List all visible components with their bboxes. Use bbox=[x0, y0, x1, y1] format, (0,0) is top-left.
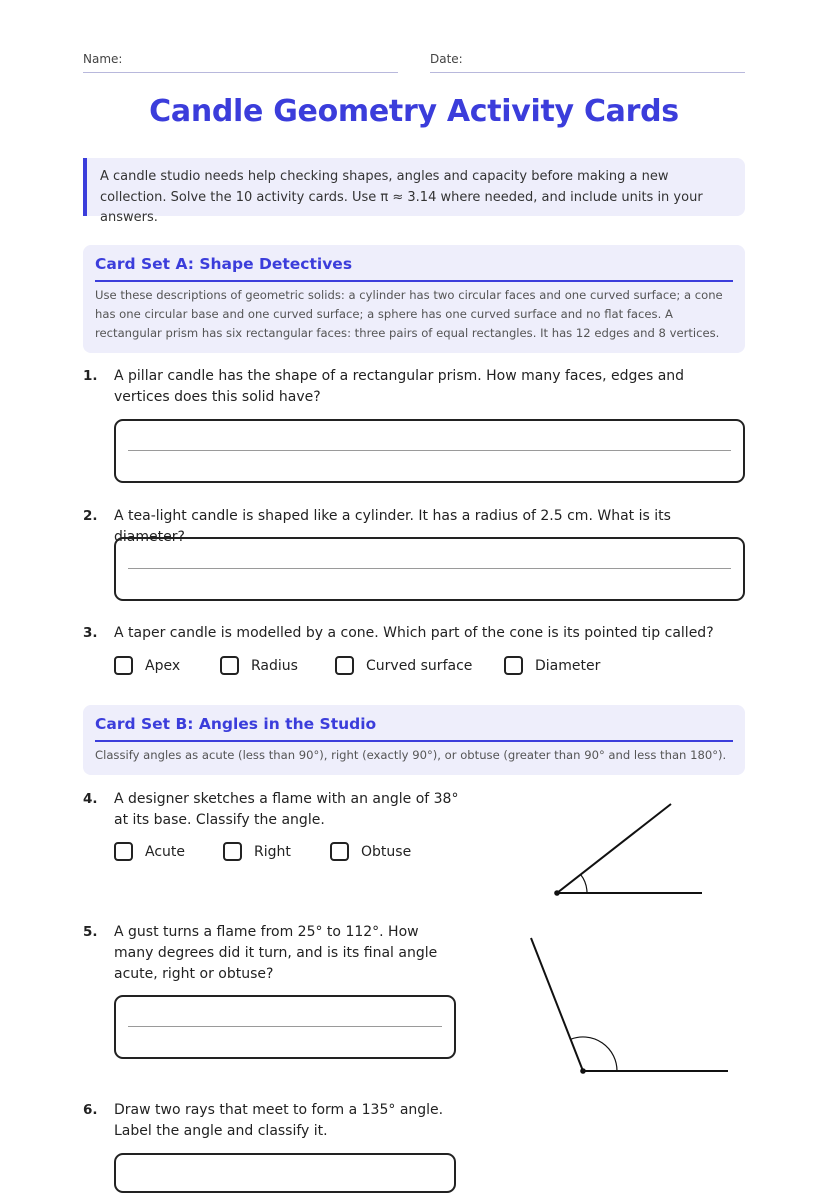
question-2-number: 2. bbox=[83, 508, 98, 524]
angle-arc bbox=[581, 875, 587, 894]
vertex-point bbox=[580, 1068, 586, 1074]
question-4-number: 4. bbox=[83, 791, 98, 807]
question-1-text: A pillar candle has the shape of a rectangular prism. How many faces, edges and vertices does this solid have? bbox=[114, 368, 685, 405]
angle-ray bbox=[531, 938, 583, 1071]
question-3-text: A taper candle is modelled by a cone. Which part of the cone is its pointed tip called? bbox=[114, 625, 714, 641]
question-1-number: 1. bbox=[83, 368, 98, 384]
card-set-a-title: Card Set A: Shape Detectives bbox=[95, 255, 353, 273]
angle-ray bbox=[557, 804, 671, 893]
name-label: Name: bbox=[83, 52, 123, 66]
angle-arc bbox=[571, 1037, 617, 1071]
option-label: Obtuse bbox=[361, 843, 412, 860]
card-set-b-description: Classify angles as acute (less than 90°), right (exactly 90°), or obtuse (greater than 90° and less than 180°). bbox=[95, 748, 727, 762]
page-title: Candle Geometry Activity Cards bbox=[149, 94, 679, 129]
question-4-text: A designer sketches a flame with an angle of 38° at its base. Classify the angle. bbox=[114, 791, 459, 828]
obtuse-angle-diagram bbox=[531, 938, 728, 1074]
question-6-number: 6. bbox=[83, 1102, 98, 1118]
question-5-number: 5. bbox=[83, 924, 98, 940]
option-label: Right bbox=[254, 843, 291, 860]
card-set-b-title: Card Set B: Angles in the Studio bbox=[95, 715, 377, 733]
question-5-text: A gust turns a flame from 25° to 112°. How many degrees did it turn, and is its final angle acute, right or obtuse? bbox=[114, 924, 438, 982]
question-6-text: Draw two rays that meet to form a 135° angle. Label the angle and classify it. bbox=[114, 1102, 444, 1139]
option-label: Radius bbox=[251, 657, 298, 674]
question-2-text: A tea-light candle is shaped like a cylinder. It has a radius of 2.5 cm. What is its diameter? bbox=[114, 508, 671, 545]
question-3-number: 3. bbox=[83, 625, 98, 641]
option-label: Acute bbox=[145, 843, 186, 860]
card-set-a-description: Use these descriptions of geometric solids: a cylinder has two circular faces and one curved surface; a cone has one circular base and one curved surface; a sphere has one curved surface and no flat faces. A rectangular prism has six rectangular faces: three pairs of equal rectangles. It has 12 edges and 8 vertices. bbox=[95, 288, 723, 340]
date-label: Date: bbox=[430, 52, 463, 66]
option-label: Curved surface bbox=[366, 657, 473, 674]
option-label: Apex bbox=[145, 657, 181, 674]
vertex-point bbox=[554, 890, 560, 896]
acute-angle-diagram bbox=[554, 804, 702, 896]
option-label: Diameter bbox=[535, 657, 601, 674]
intro-callout: A candle studio needs help checking shapes, angles and capacity before making a new collection. Solve the 10 activity cards. Use π ≈ 3.14 where needed, and include units in your answers. bbox=[83, 158, 745, 216]
